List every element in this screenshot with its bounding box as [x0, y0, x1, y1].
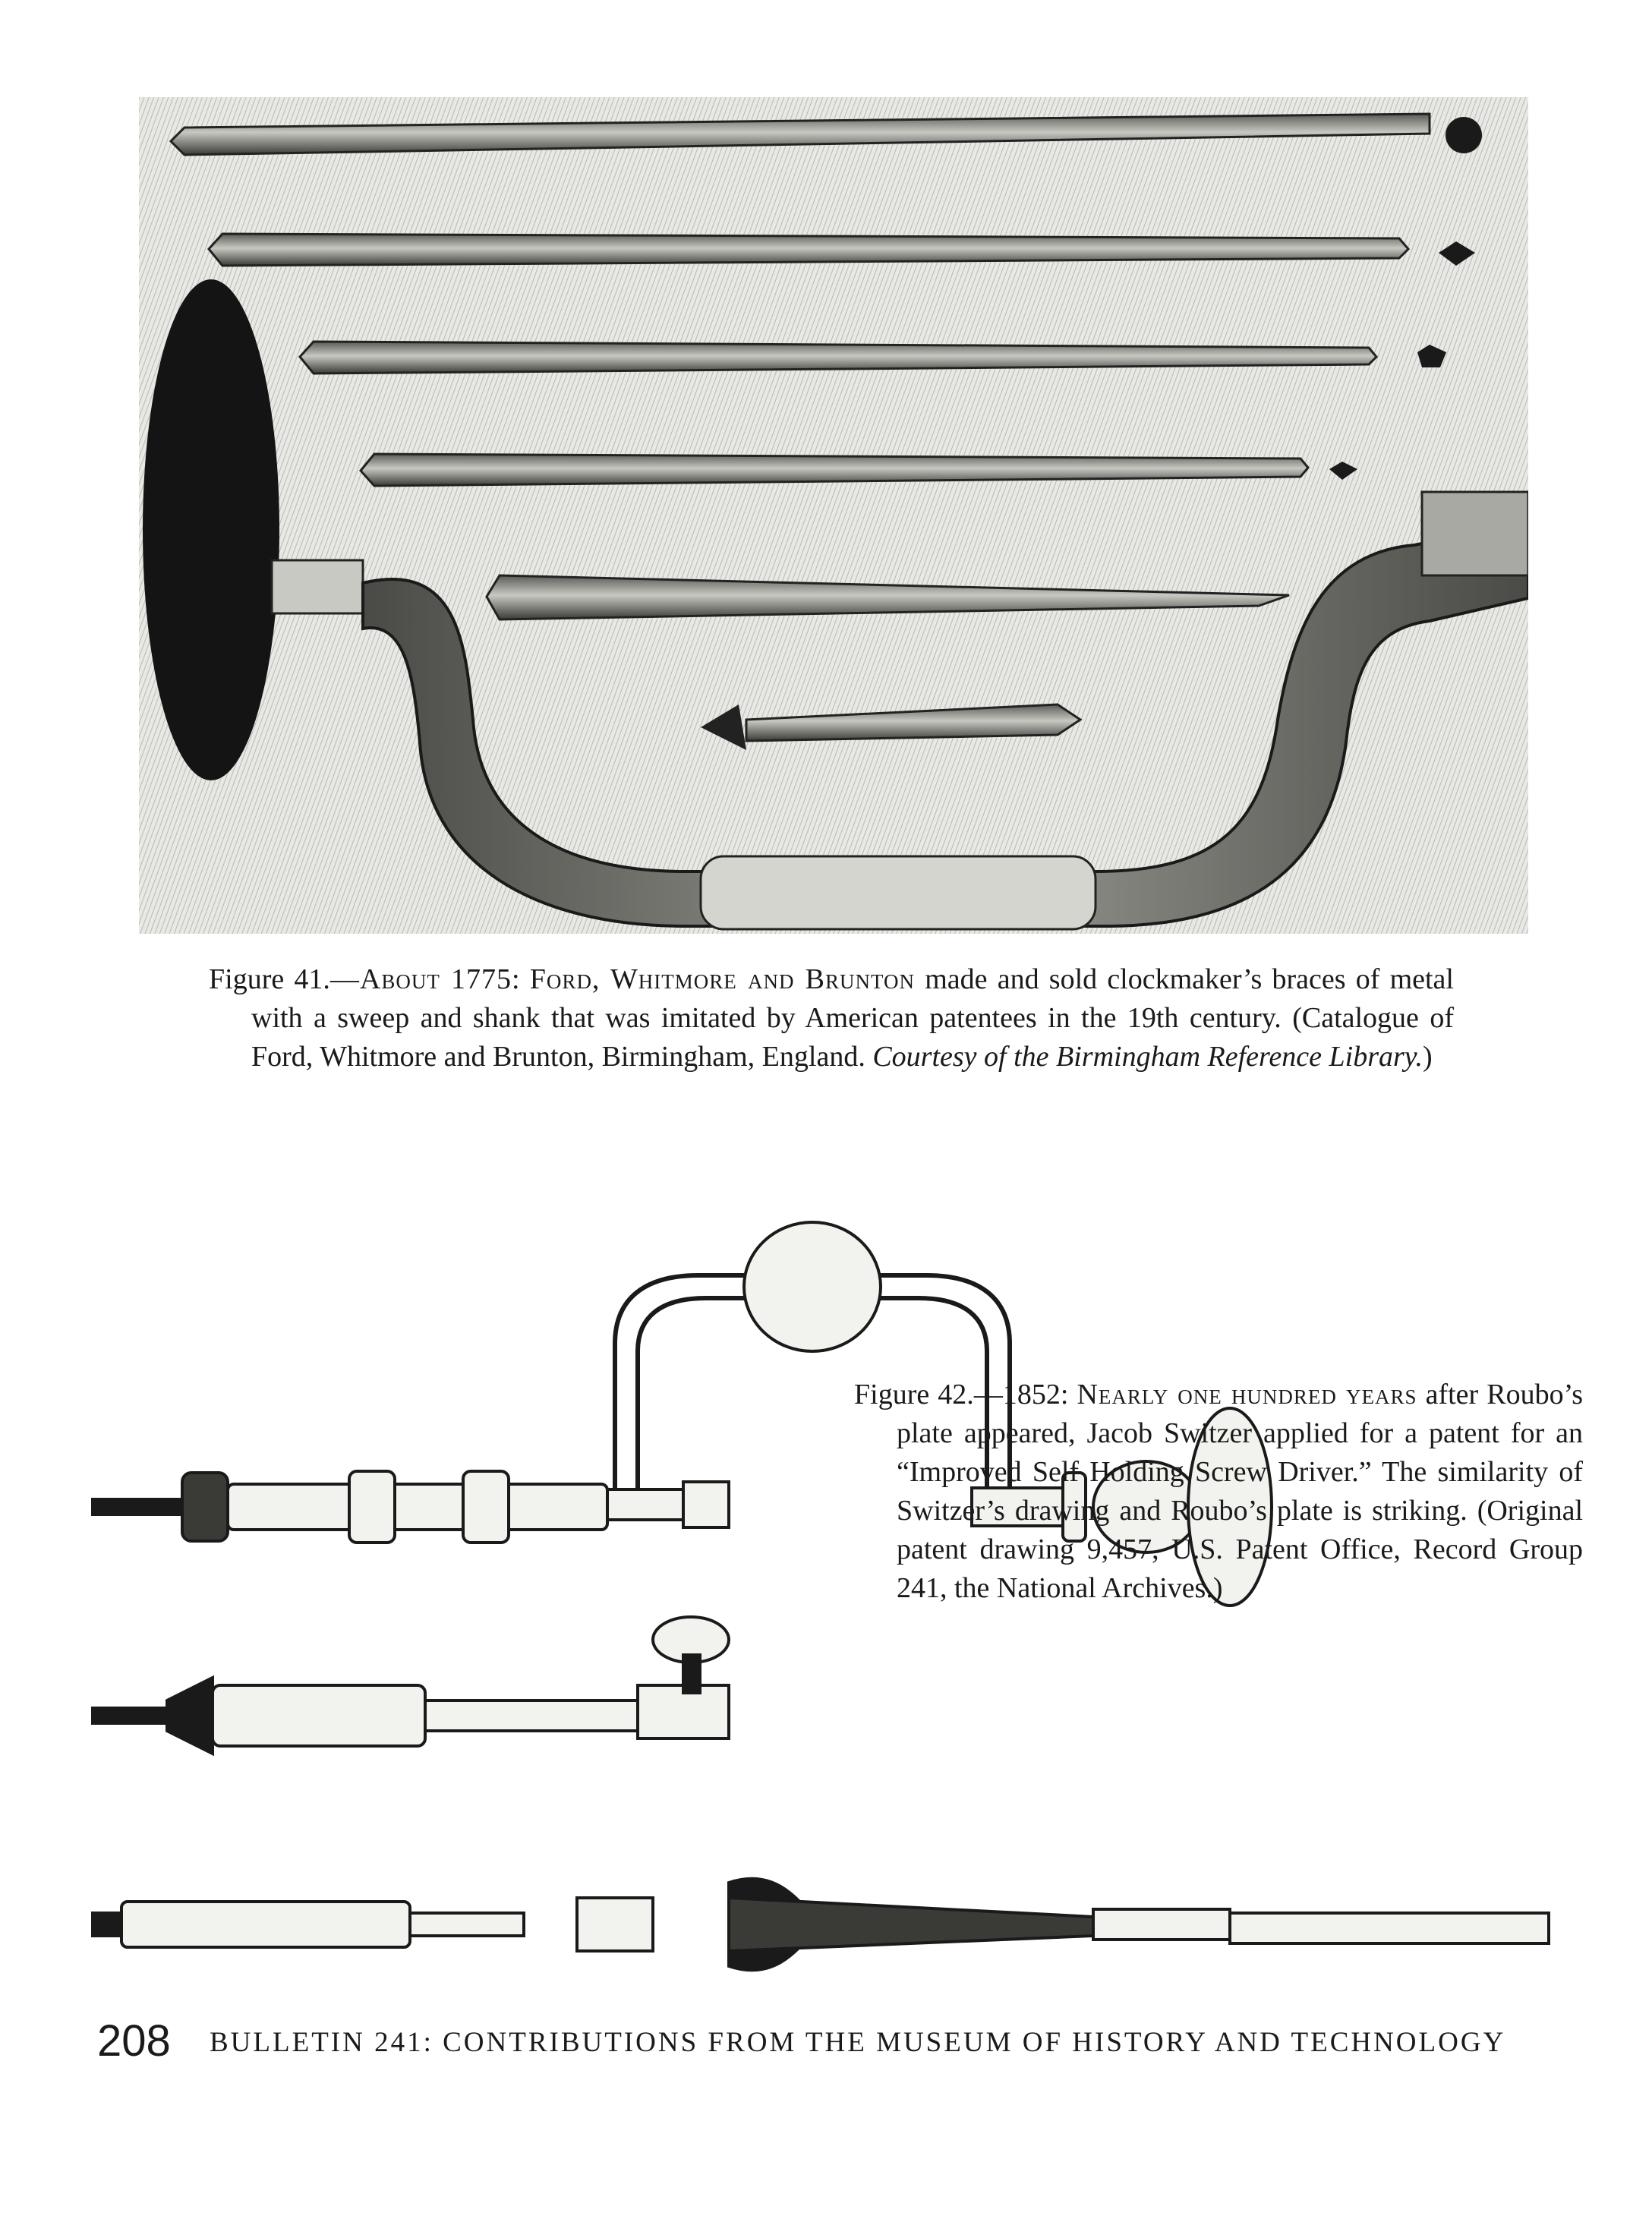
page-footer — [97, 2016, 1585, 2069]
screwdriver-blade — [729, 1879, 1549, 1971]
figure-41-courtesy: Courtesy of the Birmingham Reference Library. — [872, 1041, 1423, 1073]
figure-41-caption — [209, 960, 1454, 1076]
page-number: 208 — [97, 2016, 171, 2066]
figure-41-colon: : — [512, 963, 530, 995]
figure-41-text: made and sold clockmaker’s braces of metal with a sweep and shank that was imitated by American patentees in the 19th century. (Catalogue of Ford, Whitmore and Brunton, Birmingham, England. — [251, 963, 1454, 1073]
figure-42-date: —1852 — [973, 1379, 1061, 1410]
figure-41-date: —About 1775 — [329, 963, 512, 995]
screw-driver-patent-drawing — [91, 1184, 1587, 2042]
figure-41-close: ) — [1423, 1041, 1433, 1073]
screwdriver-section — [91, 1898, 653, 1951]
figure-41-maker: Ford, Whitmore and Brunton — [529, 963, 916, 995]
holder-section — [91, 1617, 729, 1754]
figure-42-illustration — [91, 1184, 1587, 2042]
figure-42-text: after Roubo’s plate appeared, Jacob Switzer applied for a patent for an “Improved Self Holding Screw Driver.” The similarity of Switzer’s drawing and Roubo’s plate is striking. (Original patent drawing 9,457, U.S. Patent Office, Record Group 241, the National Archives.) — [897, 1379, 1583, 1604]
figure-42-caption — [854, 1376, 1583, 1608]
figure-42-lead: Nearly one hundred years — [1077, 1379, 1417, 1410]
figure-42-label: Figure 42. — [854, 1379, 974, 1410]
clockmakers-brace-engraving — [139, 97, 1528, 934]
running-head: BULLETIN 241: CONTRIBUTIONS FROM THE MUSEUM OF HISTORY AND TECHNOLOGY — [210, 2027, 1506, 2058]
figure-41-label: Figure 41. — [209, 963, 330, 995]
figure-42-colon: : — [1060, 1379, 1077, 1410]
figure-41-illustration — [139, 97, 1528, 934]
